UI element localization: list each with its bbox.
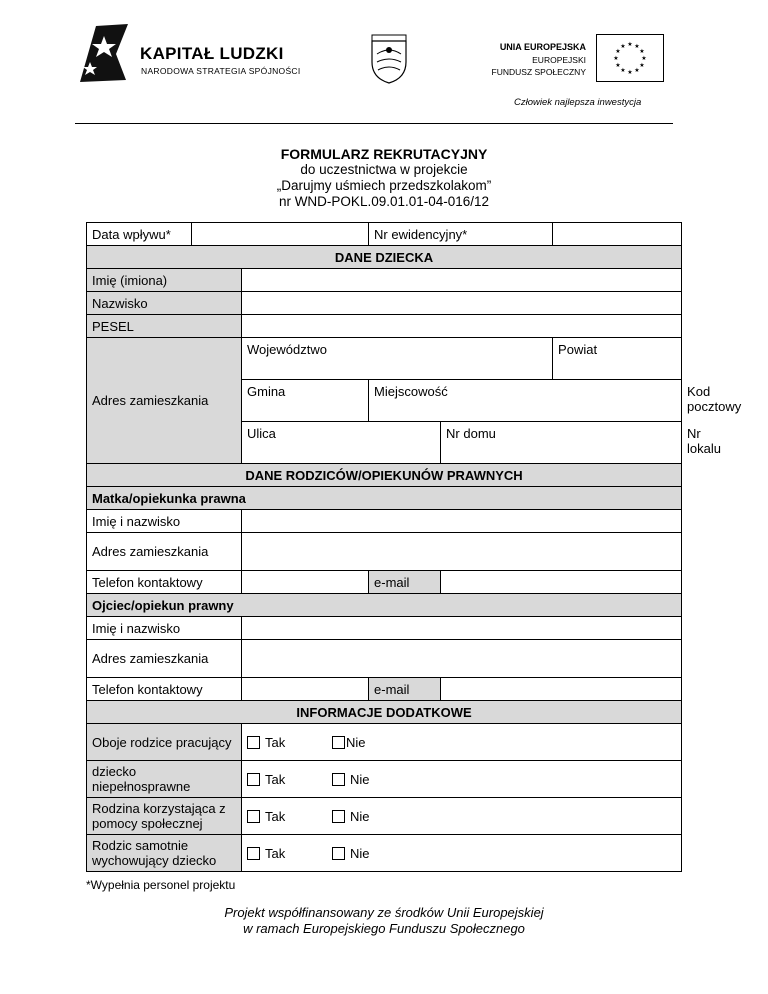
q3-options — [242, 798, 682, 835]
q1-options — [242, 724, 682, 761]
ojciec-email-field[interactable] — [441, 678, 682, 701]
ue-line2: EUROPEJSKI — [532, 55, 586, 65]
kapital-ludzki-subtitle: NARODOWA STRATEGIA SPÓJNOŚCI — [141, 66, 301, 76]
ojciec-header: Ojciec/opiekun prawny — [87, 594, 682, 617]
q2-tak-option[interactable]: Tak — [247, 772, 332, 787]
checkbox-icon[interactable] — [247, 736, 260, 749]
kapital-ludzki-logo-icon — [76, 22, 132, 84]
q1-nie-option[interactable]: Nie — [332, 735, 366, 750]
ojciec-adres-label: Adres zamieszkania — [87, 640, 242, 678]
section-child-header: DANE DZIECKA — [87, 246, 682, 269]
ulica-field[interactable]: Ulica — [242, 422, 441, 464]
svg-text:★: ★ — [615, 62, 621, 69]
matka-email-label: e-mail — [369, 571, 441, 594]
q1-label: Oboje rodzice pracujący — [87, 724, 242, 761]
data-wplywu-field[interactable] — [192, 223, 369, 246]
tagline: Człowiek najlepsza inwestycja — [514, 97, 642, 108]
footer-line1: Projekt współfinansowany ze środków Unii Europejskiej — [224, 905, 544, 920]
matka-header: Matka/opiekunka prawna — [87, 487, 682, 510]
checkbox-icon[interactable] — [247, 847, 260, 860]
nr-ewidencyjny-field[interactable] — [553, 223, 682, 246]
ojciec-adres-field[interactable] — [242, 640, 682, 678]
ojciec-email-label: e-mail — [369, 678, 441, 701]
checkbox-icon[interactable] — [332, 810, 345, 823]
svg-text:★: ★ — [634, 67, 640, 74]
svg-text:★: ★ — [627, 41, 633, 48]
svg-text:★: ★ — [641, 55, 647, 62]
footer-line2: w ramach Europejskiego Funduszu Społecznego — [243, 921, 525, 936]
nazwisko-label: Nazwisko — [87, 292, 242, 315]
nr-ewidencyjny-label: Nr ewidencyjny* — [369, 223, 553, 246]
form-title-block — [0, 146, 768, 210]
data-wplywu-label: Data wpływu* — [87, 223, 192, 246]
matka-imie-field[interactable] — [242, 510, 682, 533]
svg-text:★: ★ — [620, 43, 626, 50]
eu-flag-icon — [596, 34, 664, 82]
svg-text:★: ★ — [627, 69, 633, 76]
checkbox-icon[interactable] — [332, 847, 345, 860]
matka-email-field[interactable] — [441, 571, 682, 594]
form-subtitle-2: „Darujmy uśmiech przedszkolakom” — [276, 178, 492, 193]
ue-line1: UNIA EUROPEJSKA — [499, 42, 586, 52]
wojewodztwo-field[interactable]: Województwo — [242, 338, 553, 380]
form-subtitle-3: nr WND-POKL.09.01.01-04-016/12 — [278, 194, 490, 209]
powiat-field[interactable]: Powiat — [553, 338, 682, 380]
coat-of-arms-icon — [368, 34, 410, 84]
ojciec-telefon-field[interactable] — [242, 678, 369, 701]
ojciec-imie-field[interactable] — [242, 617, 682, 640]
miejscowosc-field[interactable]: Miejscowość — [369, 380, 682, 422]
footer — [0, 905, 768, 937]
q4-nie-option[interactable]: Nie — [332, 846, 370, 861]
matka-telefon-label: Telefon kontaktowy — [87, 571, 242, 594]
q4-options — [242, 835, 682, 872]
q4-label: Rodzic samotnie wychowujący dziecko — [87, 835, 242, 872]
form-subtitle-1: do uczestnictwa w projekcie — [300, 162, 468, 177]
q2-label: dziecko niepełnosprawne — [87, 761, 242, 798]
pesel-field[interactable] — [242, 315, 682, 338]
kapital-ludzki-title: KAPITAŁ LUDZKI — [140, 44, 284, 63]
checkbox-icon[interactable] — [332, 773, 345, 786]
svg-text:★: ★ — [613, 55, 619, 62]
svg-text:★: ★ — [620, 67, 626, 74]
nazwisko-field[interactable] — [242, 292, 682, 315]
adres-label: Adres zamieszkania — [87, 338, 242, 464]
pesel-label: PESEL — [87, 315, 242, 338]
matka-adres-field[interactable] — [242, 533, 682, 571]
section-info-header: INFORMACJE DODATKOWE — [87, 701, 682, 724]
imie-field[interactable] — [242, 269, 682, 292]
checkbox-icon[interactable] — [247, 810, 260, 823]
footnote: *Wypełnia personel projektu — [86, 878, 236, 892]
recruitment-form: Data wpływu* Nr ewidencyjny* DANE DZIECKA Imię (imiona) Nazwisko PESEL Adres zamieszkania Województwo Powiat Gmina Miejscowość Kod pocztowy Ulica Nr domu Nr lokalu DANE RODZICÓW/OPIEKUNÓW PRAWNYCH Matka/opiekunka prawna Imię i nazwisko Adres zamieszkania Telefon kontaktowy e-mail Ojciec/opiekun prawny Imię i nazwisko Adres zamieszkania Telefon kontaktowy e-mail INFORMACJE DODATKOWE Oboje rodzice pracujący Tak Nie dziecko niepełnosprawne Tak Nie Rodzina korzystająca z pomocy społecznej Tak Nie Rodzic samotnie wychowujący dziecko Tak Nie — [86, 222, 681, 872]
ojciec-telefon-label: Telefon kontaktowy — [87, 678, 242, 701]
nr-domu-field[interactable]: Nr domu — [441, 422, 682, 464]
q3-nie-option[interactable]: Nie — [332, 809, 370, 824]
q1-tak-option[interactable]: Tak — [247, 735, 332, 750]
svg-text:★: ★ — [639, 62, 645, 69]
q2-options — [242, 761, 682, 798]
imie-label: Imię (imiona) — [87, 269, 242, 292]
svg-text:★: ★ — [639, 48, 645, 55]
gmina-field[interactable]: Gmina — [242, 380, 369, 422]
svg-text:★: ★ — [634, 43, 640, 50]
q3-label: Rodzina korzystająca z pomocy społecznej — [87, 798, 242, 835]
q4-tak-option[interactable]: Tak — [247, 846, 332, 861]
checkbox-icon[interactable] — [332, 736, 345, 749]
form-title: FORMULARZ REKRUTACYJNY — [280, 146, 488, 162]
header-divider — [75, 123, 673, 124]
ojciec-imie-label: Imię i nazwisko — [87, 617, 242, 640]
q3-tak-option[interactable]: Tak — [247, 809, 332, 824]
section-parents-header: DANE RODZICÓW/OPIEKUNÓW PRAWNYCH — [87, 464, 682, 487]
matka-telefon-field[interactable] — [242, 571, 369, 594]
q2-nie-option[interactable]: Nie — [332, 772, 370, 787]
matka-adres-label: Adres zamieszkania — [87, 533, 242, 571]
ue-line3: FUNDUSZ SPOŁECZNY — [491, 67, 586, 77]
checkbox-icon[interactable] — [247, 773, 260, 786]
svg-text:★: ★ — [615, 48, 621, 55]
matka-imie-label: Imię i nazwisko — [87, 510, 242, 533]
